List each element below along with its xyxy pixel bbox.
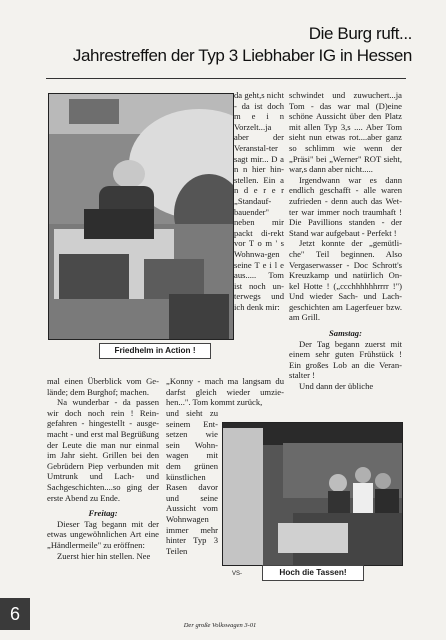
paragraph-right-2: Irgendwann war es dann endlich geschafft - alle waren zufrieden - denn auch das Wet-ter war immer noch traumhaft ! Die Pavillions standen - der Stand war aufgebaut - Perfekt ! — [289, 174, 402, 238]
article-title-line-1: Die Burg ruft... — [308, 24, 412, 43]
text-column-left — [47, 376, 159, 561]
paragraph-right-5: Und dann der übliche — [299, 381, 374, 392]
paragraph-right-3: Jetzt konnte der „gemütli-che" Teil beginnen. Also Vergaserwasser - Doc Schrott's Kreuzkamp und natürlich On-kel Hotte ! („ccchhhhhhrrrr !") Und wieder Sach- und Lach-geschichten am Lagerfeuer bzw. am Grill. — [289, 238, 402, 323]
photo-friedhelm-at-car — [48, 93, 234, 340]
author-signature: VS- — [232, 571, 243, 577]
caption-tassen: Hoch die Tassen! — [262, 565, 364, 581]
photo-friedhelm-illustration — [49, 94, 233, 339]
text-column-middle — [166, 376, 284, 408]
paragraph-middle-2: und sieht zu seinem Ent-setzen wie sein Wohn-wagen mit dem grünen künstlichen Rasen davor und seine Aussicht vom Wohnwagen immer mehr hinter Typ 3 Teilen — [166, 408, 218, 556]
paragraph-left-4: Zuerst hier hin stellen. Nee — [57, 550, 151, 561]
paragraph-narrow: da geht,s nicht - da ist doch m e i n Vorzelt...ja aber der Veranstal-ter sagt mir... D a n n hier hin-stellen. Ein a n d e r e r „Standauf-bauender" neben mir packt di-rekt vor T o m ' s Wohnwa-gen seine T e i l e aus..... Tom ist noch un-terwegs und ich denk mir: — [234, 90, 284, 312]
paragraph-left-3: Dieser Tag begann mit der etwas ungewöhnlichen Art eine „Händlermeile" zu eröffnen: — [47, 518, 159, 550]
text-column-middle-narrow — [166, 408, 218, 556]
article-title-line-2: Jahrestreffen der Typ 3 Liebhaber IG in Hessen — [72, 46, 412, 65]
text-column-right — [289, 90, 402, 392]
photo-party-illustration — [223, 423, 402, 565]
paragraph-right-1: schwindet und zuwuchert...ja Tom - das war mal (D)eine schöne Aussicht über den Platz mit allen Typ 3,s .... Aber Tom sieht nun etwas rot....aber ganz so schlimm wie wenn der „Präsi" bei „Werner" ROT sieht, war,s dann aber nicht..... — [289, 90, 402, 175]
footer-magazine-name: Der große Volkswagen 3-01 — [183, 622, 257, 629]
heading-samstag: Samstag: — [329, 328, 362, 339]
title-rule — [46, 78, 406, 79]
caption-friedhelm: Friedhelm in Action ! — [99, 343, 211, 359]
heading-freitag: Freitag: — [88, 508, 118, 519]
paragraph-left-1: mal einen Überblick vom Ge-lände; dem Burghof; machen. — [47, 376, 159, 397]
text-column-narrow — [234, 90, 284, 312]
paragraph-right-4: Der Tag begann zuerst mit einem sehr guten Frühstück ! Ein großes Lob an die Veran-stalter ! — [289, 338, 402, 381]
paragraph-middle-1: „Konny - mach ma langsam du darfst gleich wieder umzie-hen...". Tom kommt zurück, — [166, 376, 284, 408]
photo-party-evening — [222, 422, 403, 566]
page-number: 6 — [0, 598, 30, 630]
paragraph-left-2: Na wunderbar - da passen wir doch noch rein ! Rein-gefahren - hingestellt - ausge-macht - und erst mal Begrüßung der Leute die man nur einmal im Jahr sieht. Grillen bei den Gebrüdern Piep verbunden mit Umtrunk und Lach- und Sachgeschichten....so ging der erste Abend zu Ende. — [47, 397, 159, 503]
